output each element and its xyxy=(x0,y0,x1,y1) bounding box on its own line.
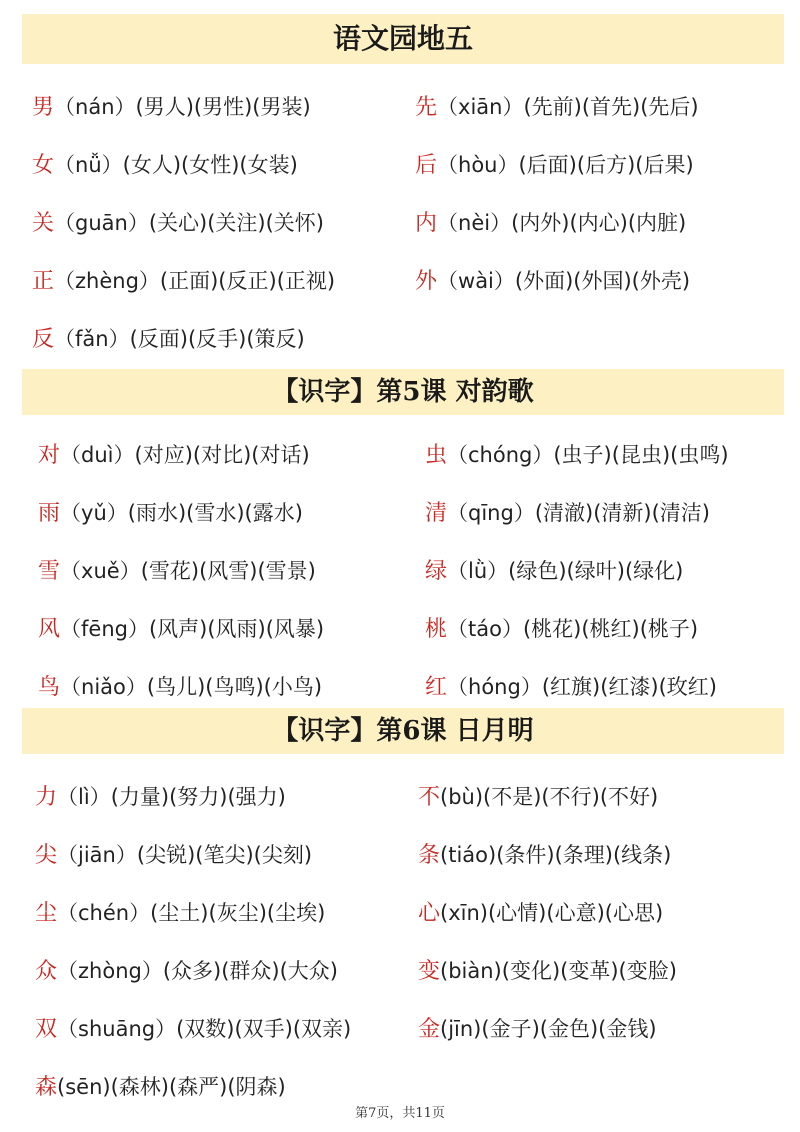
character-entry xyxy=(415,136,694,194)
character-entry xyxy=(35,1000,351,1058)
character: 女 xyxy=(32,153,55,178)
pinyin: （qīng） xyxy=(447,501,535,525)
word-examples: (内外)(内心)(内脏) xyxy=(511,211,687,235)
word-examples: (力量)(努力)(强力) xyxy=(110,785,286,809)
character: 男 xyxy=(32,95,55,120)
word-examples: (尘土)(灰尘)(尘埃) xyxy=(150,901,326,925)
character: 正 xyxy=(32,269,55,294)
pinyin: （shuāng） xyxy=(57,1017,177,1041)
character: 雪 xyxy=(38,559,61,584)
word-examples: (后面)(后方)(后果) xyxy=(518,153,694,177)
pinyin: （duì） xyxy=(60,443,135,467)
word-examples: (众多)(群众)(大众) xyxy=(162,959,339,983)
pinyin: （wài） xyxy=(437,269,515,293)
entry-row xyxy=(0,310,800,368)
character-entry xyxy=(418,768,658,826)
word-examples: (金子)(金色)(金钱) xyxy=(481,1017,657,1041)
character-entry xyxy=(425,542,683,600)
pinyin: （lì） xyxy=(57,785,111,809)
character-entry xyxy=(32,310,305,368)
pinyin: （guān） xyxy=(54,211,149,235)
entry-row xyxy=(0,194,800,252)
character-entry xyxy=(418,826,671,884)
character-entry xyxy=(38,426,310,484)
pinyin: （táo） xyxy=(447,617,523,641)
pinyin: (bù) xyxy=(440,785,484,809)
pinyin: （nèi） xyxy=(437,211,512,235)
word-examples: (关心)(关注)(关怀) xyxy=(148,211,325,235)
word-examples: (女人)(女性)(女装) xyxy=(122,153,298,177)
word-examples: (鸟儿)(鸟鸣)(小鸟) xyxy=(146,675,323,699)
word-examples: (桃花)(桃红)(桃子) xyxy=(522,617,699,641)
character-entry xyxy=(415,78,699,136)
entry-row xyxy=(0,884,800,942)
entry-row xyxy=(0,826,800,884)
character-entry xyxy=(32,78,311,136)
pinyin: (sēn) xyxy=(57,1075,111,1099)
character-entry xyxy=(35,884,325,942)
pinyin: (xīn) xyxy=(440,901,488,925)
entry-row xyxy=(0,136,800,194)
character: 变 xyxy=(418,959,441,984)
word-examples: (对应)(对比)(对话) xyxy=(134,443,310,467)
section-title: 【识字】第5课 对韵歌 xyxy=(22,369,784,415)
pinyin: （nán） xyxy=(54,95,136,119)
character-entry xyxy=(38,600,324,658)
entry-row xyxy=(0,768,800,826)
character-entry xyxy=(32,194,324,252)
entry-row xyxy=(0,78,800,136)
character: 众 xyxy=(35,959,58,984)
character-entry xyxy=(32,252,335,310)
word-list-section xyxy=(0,426,800,716)
word-examples: (雨水)(雪水)(露水) xyxy=(127,501,303,525)
entry-row xyxy=(0,542,800,600)
character: 外 xyxy=(415,269,438,294)
page-footer: 第7页，共11页 xyxy=(355,1106,445,1121)
pinyin: （chén） xyxy=(57,901,151,925)
character: 后 xyxy=(415,153,438,178)
pinyin: （xuě） xyxy=(60,559,141,583)
character-entry xyxy=(425,600,698,658)
character-entry xyxy=(35,942,338,1000)
character: 尖 xyxy=(35,843,58,868)
pinyin: (biàn) xyxy=(440,959,502,983)
character: 尘 xyxy=(35,901,58,926)
section-title: 语文园地五 xyxy=(22,14,784,64)
pinyin: (jīn) xyxy=(440,1017,482,1041)
character: 心 xyxy=(418,901,441,926)
word-examples: (尖锐)(笔尖)(尖刻) xyxy=(136,843,313,867)
character: 力 xyxy=(35,785,58,810)
pinyin: （nǚ） xyxy=(54,153,123,177)
character-entry xyxy=(35,826,312,884)
entry-row xyxy=(0,426,800,484)
entry-row xyxy=(0,942,800,1000)
character: 绿 xyxy=(425,559,448,584)
word-examples: (先前)(首先)(先后) xyxy=(523,95,699,119)
word-examples: (条件)(条理)(线条) xyxy=(496,843,672,867)
word-examples: (红旗)(红漆)(玫红) xyxy=(541,675,717,699)
character-entry xyxy=(425,426,729,484)
character: 先 xyxy=(415,95,438,120)
character: 内 xyxy=(415,211,438,236)
character: 关 xyxy=(32,211,55,236)
entry-row xyxy=(0,1000,800,1058)
character: 森 xyxy=(35,1075,58,1100)
pinyin: （fǎn） xyxy=(54,327,130,351)
character: 清 xyxy=(425,501,448,526)
word-examples: (风声)(风雨)(风暴) xyxy=(148,617,325,641)
word-examples: (反面)(反手)(策反) xyxy=(129,327,305,351)
character: 雨 xyxy=(38,501,61,526)
entry-row xyxy=(0,252,800,310)
character: 桃 xyxy=(425,617,448,642)
character: 风 xyxy=(38,617,61,642)
character: 条 xyxy=(418,843,441,868)
word-examples: (变化)(变革)(变脸) xyxy=(501,959,677,983)
word-examples: (心情)(心意)(心思) xyxy=(487,901,664,925)
character: 鸟 xyxy=(38,675,61,700)
word-examples: (正面)(反正)(正视) xyxy=(159,269,336,293)
character-entry xyxy=(38,542,316,600)
pinyin: （zhèng） xyxy=(54,269,160,293)
character-entry xyxy=(35,768,286,826)
character: 双 xyxy=(35,1017,58,1042)
word-examples: (清澈)(清新)(清洁) xyxy=(534,501,710,525)
character-entry xyxy=(32,136,298,194)
character-entry xyxy=(38,484,303,542)
word-examples: (男人)(男性)(男装) xyxy=(135,95,311,119)
word-list-section xyxy=(0,768,800,1116)
character-entry xyxy=(425,484,710,542)
character: 金 xyxy=(418,1017,441,1042)
pinyin: （niǎo） xyxy=(60,675,147,699)
character-entry xyxy=(418,884,663,942)
entry-row xyxy=(0,600,800,658)
pinyin: （xiān） xyxy=(437,95,524,119)
pinyin: （hòu） xyxy=(437,153,519,177)
character: 虫 xyxy=(425,443,448,468)
word-examples: (绿色)(绿叶)(绿化) xyxy=(508,559,684,583)
pinyin: （lǜ） xyxy=(447,559,509,583)
pinyin: （hóng） xyxy=(447,675,542,699)
word-examples: (森林)(森严)(阴森) xyxy=(110,1075,286,1099)
pinyin: （zhòng） xyxy=(57,959,163,983)
pinyin: （fēng） xyxy=(60,617,149,641)
pinyin: （chóng） xyxy=(447,443,554,467)
word-examples: (雪花)(风雪)(雪景) xyxy=(140,559,316,583)
entry-row xyxy=(0,484,800,542)
character-entry xyxy=(415,194,686,252)
character-entry xyxy=(418,1000,657,1058)
pinyin: （yǔ） xyxy=(60,501,128,525)
character-entry xyxy=(415,252,690,310)
pinyin: （jiān） xyxy=(57,843,137,867)
word-examples: (外面)(外国)(外壳) xyxy=(514,269,691,293)
character: 不 xyxy=(418,785,441,810)
word-examples: (不是)(不行)(不好) xyxy=(483,785,659,809)
word-examples: (虫子)(昆虫)(虫鸣) xyxy=(553,443,729,467)
pinyin: (tiáo) xyxy=(440,843,497,867)
word-examples: (双数)(双手)(双亲) xyxy=(176,1017,352,1041)
character-entry xyxy=(418,942,677,1000)
section-title: 【识字】第6课 日月明 xyxy=(22,708,784,754)
character: 反 xyxy=(32,327,55,352)
character: 对 xyxy=(38,443,61,468)
character: 红 xyxy=(425,675,448,700)
word-list-section xyxy=(0,78,800,368)
